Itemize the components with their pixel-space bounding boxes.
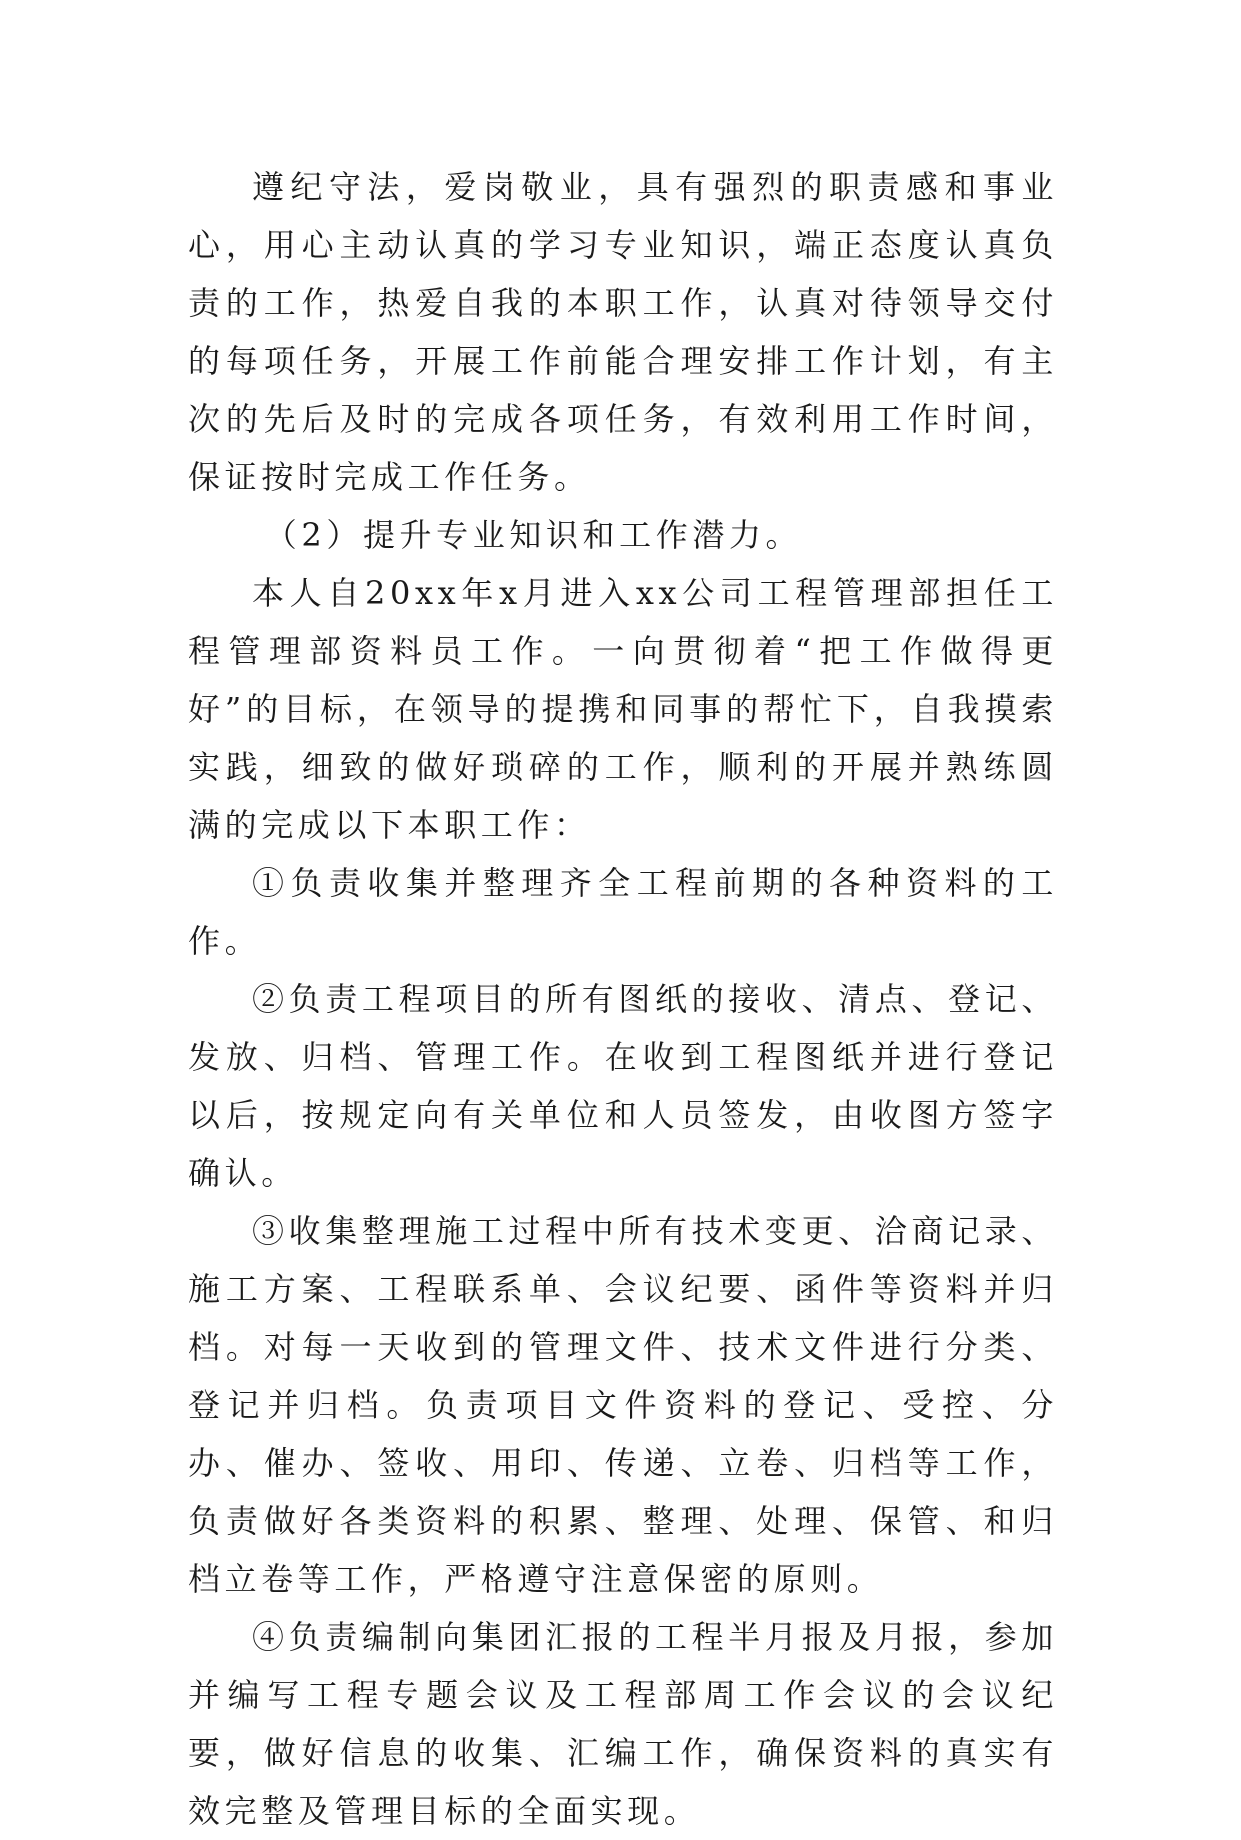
paragraph-duty-4: ④负责编制向集团汇报的工程半月报及月报，参加并编写工程专题会议及工程部周工作会议的会议纪要，做好信息的收集、汇编工作，确保资料的真实有效完整及管理目标的全面实现。 [188,1618,1058,1830]
paragraph-duty-3: ③收集整理施工过程中所有技术变更、洽商记录、施工方案、工程联系单、会议纪要、函件等资料并归档。对每一天收到的管理文件、技术文件进行分类、登记并归档。负责项目文件资料的登记、受控、分办、催办、签收、用印、传递、立卷、归档等工作，负责做好各类资料的积累、整理、处理、保管、和归档立卷等工作，严格遵守注意保密的原则。 [188,1212,1058,1598]
paragraph-duty-2: ②负责工程项目的所有图纸的接收、清点、登记、发放、归档、管理工作。在收到工程图纸并进行登记以后，按规定向有关单位和人员签发，由收图方签字确认。 [188,980,1058,1192]
section-heading-improve-skills: （2）提升专业知识和工作潜力。 [264,516,803,554]
document-body [188,158,1058,1840]
paragraph-duty-1: ①负责收集并整理齐全工程前期的各种资料的工作。 [188,864,1058,960]
paragraph-introduction: 本人自20xx年x月进入xx公司工程管理部担任工程管理部资料员工作。一向贯彻着“把工作做得更好”的目标，在领导的提携和同事的帮忙下，自我摸索实践，细致的做好琐碎的工作，顺利的开展并熟练圆满的完成以下本职工作： [188,574,1058,844]
paragraph-work-attitude: 遵纪守法，爱岗敬业，具有强烈的职责感和事业心，用心主动认真的学习专业知识，端正态度认真负责的工作，热爱自我的本职工作，认真对待领导交付的每项任务，开展工作前能合理安排工作计划，有主次的先后及时的完成各项任务，有效利用工作时间，保证按时完成工作任务。 [188,168,1058,496]
